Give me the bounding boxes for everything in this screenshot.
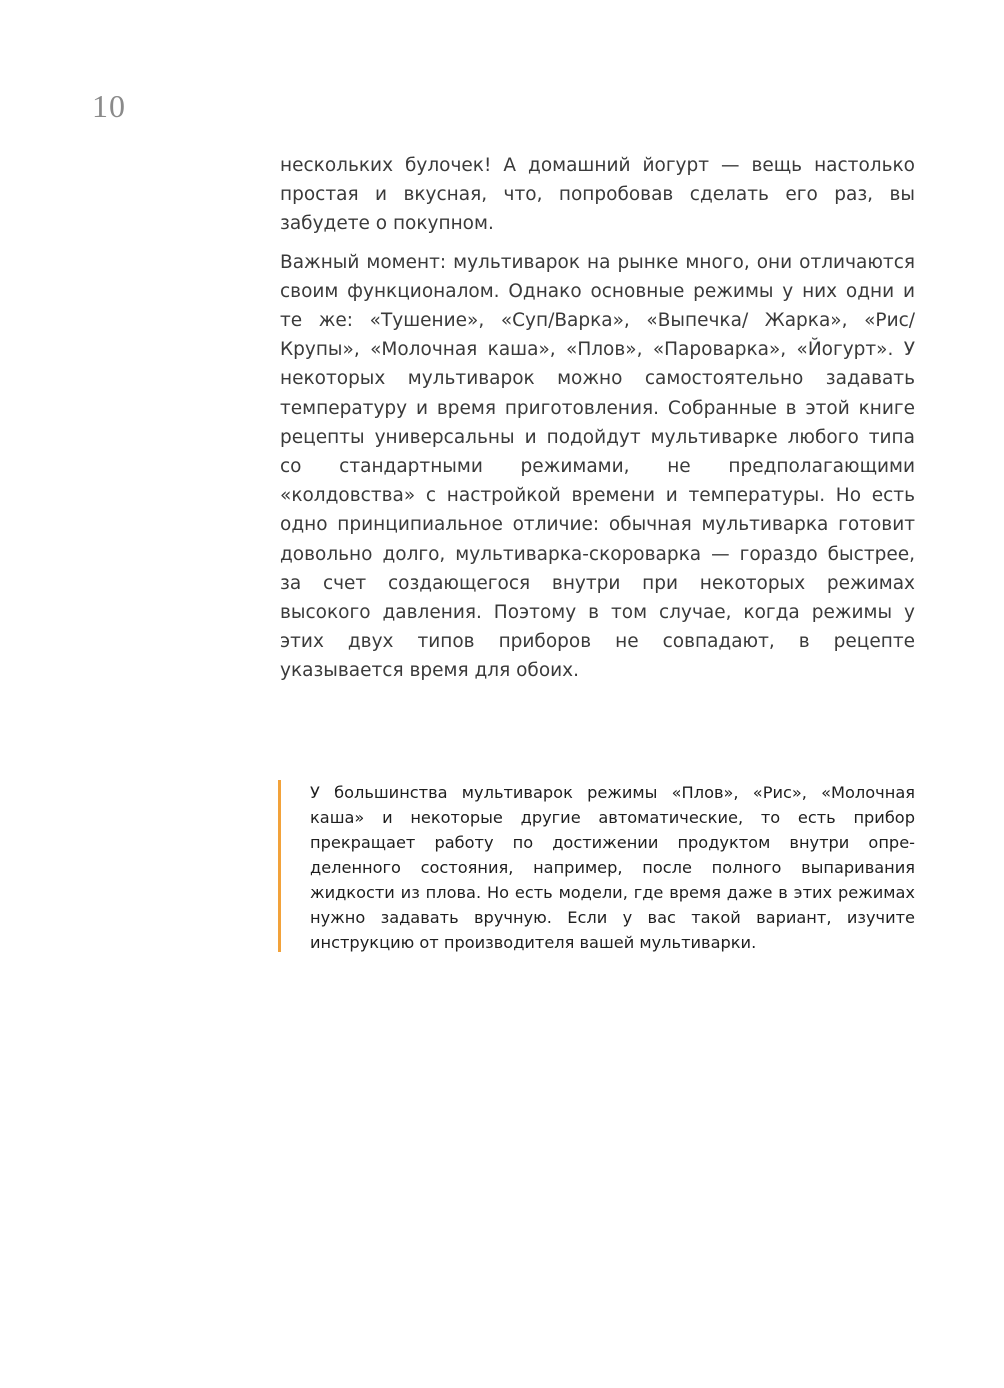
paragraph: Важный момент: мультиварок на рынке много, они отличаются своим функционалом. Однако основные режимы у них одни и те же: «Тушение», «Суп/Варка», «Выпечка/ Жарка», «Рис/Крупы», «Молочная каша», «Плов», «Пароварка», «Йогурт». У некоторых мультиварок можно самостоятельно задавать температуру и время приготовления. Собранные в этой книге рецепты универсальны и подойдут мультиварке любого типа со стандартными режимами, не предполагающими «колдовства» с настройкой времени и температуры. Но есть одно принципиальное отличие: обычная мультиварка готовит довольно долго, мультиварка-скороварка — гораздо быстрее, за счет создающегося внутри при некоторых режимах высокого давления. Поэтому в том случае, когда режимы у этих двух типов приборов не совпадают, в рецепте указывается время для обоих. xyxy=(280,251,915,682)
page-number: 10 xyxy=(92,88,126,124)
paragraph: нескольких булочек! А домашний йогурт — вещь настолько простая и вкусная, что, попробовав сделать его раз, вы забудете о покупном. xyxy=(280,155,915,235)
callout-text: У большинства мультиварок режимы «Плов», «Рис», «Молочная каша» и некоторые другие автоматические, то есть прибор прекращает работу по достижении продуктом внутри определенного состояния, например, после полного выпаривания жидкости из плова. Но есть модели, где время даже в этих режимах нужно задавать вручную. Если у вас такой вариант, изучите инструкцию от производителя вашей мультиварки. xyxy=(310,783,915,952)
main-text xyxy=(280,151,915,695)
callout-note xyxy=(278,780,915,952)
callout-accent-bar xyxy=(278,780,281,952)
